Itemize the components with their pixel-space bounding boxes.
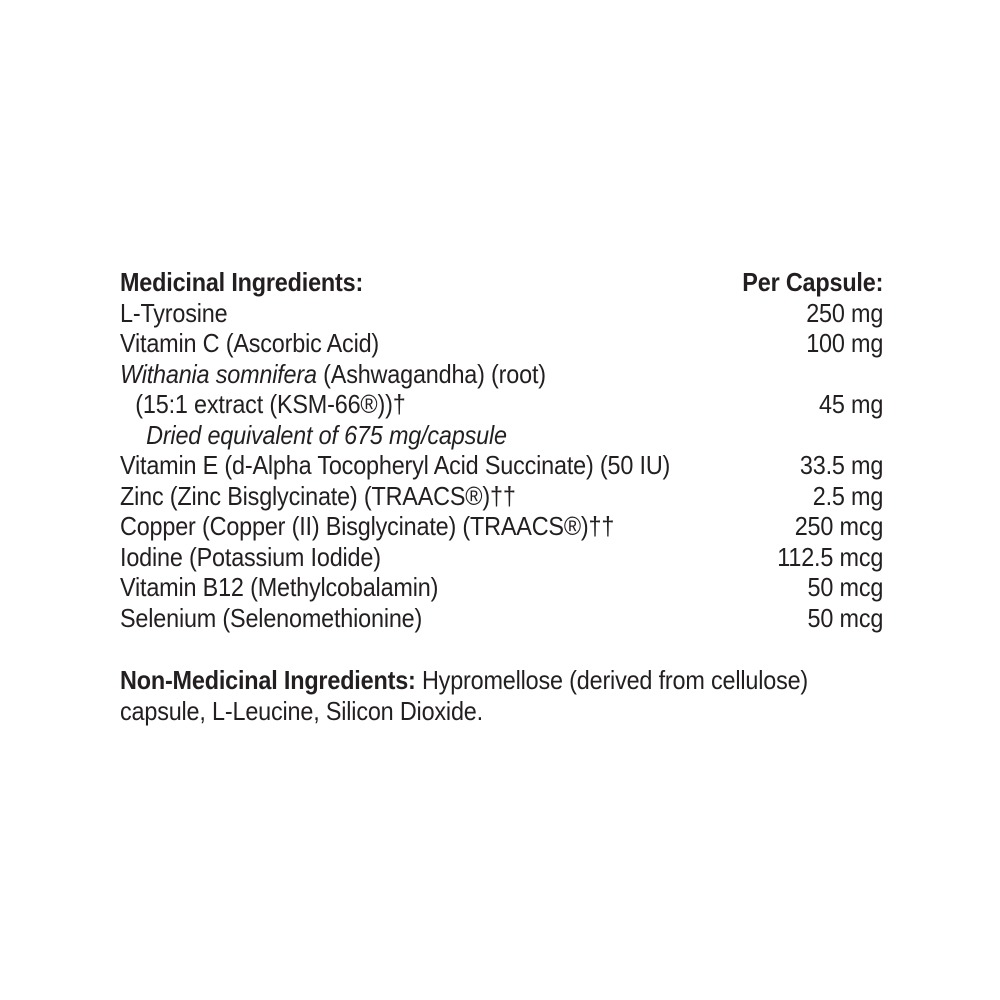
ingredient-label-segment: L-Tyrosine — [120, 297, 228, 328]
ingredient-row — [120, 359, 883, 390]
ingredient-label-segment: Selenium (Selenomethionine) — [120, 602, 423, 633]
ingredient-label-segment: Zinc (Zinc Bisglycinate) (TRAACS®)†† — [120, 480, 516, 511]
supplement-facts-panel — [120, 267, 883, 726]
ingredient-row — [120, 298, 883, 329]
ingredient-label-italic-segment: Dried equivalent of 675 mg/capsule — [146, 419, 507, 450]
ingredient-row — [120, 389, 883, 420]
ingredient-row — [120, 603, 883, 634]
ingredient-label — [120, 328, 795, 359]
non-medicinal-heading: Non-Medicinal Ingredients: — [120, 665, 416, 695]
ingredient-label-italic-segment: Withania somnifera — [120, 358, 317, 389]
ingredient-label — [120, 450, 789, 481]
ingredient-row — [120, 450, 883, 481]
ingredient-amount: 2.5 mg — [812, 480, 884, 511]
ingredient-label — [120, 359, 883, 390]
ingredient-label — [120, 481, 802, 512]
ingredient-row — [120, 542, 883, 573]
ingredient-label — [120, 511, 784, 542]
non-medicinal-section — [120, 665, 883, 726]
ingredient-label-segment: Vitamin C (Ascorbic Acid) — [120, 328, 380, 358]
ingredient-amount: 33.5 mg — [799, 450, 884, 480]
ingredient-label — [120, 572, 797, 603]
ingredients-table — [120, 298, 883, 634]
ingredient-label — [120, 420, 883, 451]
non-medicinal-text-line1: Hypromellose (derived from cellulose) — [415, 665, 809, 695]
medicinal-ingredients-heading: Medicinal Ingredients: — [120, 267, 364, 297]
ingredient-label — [120, 542, 766, 573]
ingredient-amount: 112.5 mcg — [777, 541, 884, 572]
ingredient-label-segment: Copper (Copper (II) Bisglycinate) (TRAACS®)†† — [120, 511, 615, 541]
ingredient-row — [120, 328, 883, 359]
ingredient-label-segment: Vitamin E (d-Alpha Tocopheryl Acid Succinate) (50 IU) — [120, 450, 671, 480]
ingredient-amount: 250 mcg — [794, 511, 884, 541]
ingredient-row — [120, 572, 883, 603]
ingredient-row — [120, 511, 883, 542]
ingredient-amount: 45 mg — [819, 389, 884, 419]
ingredient-label — [120, 603, 797, 634]
ingredient-row — [120, 420, 883, 451]
non-medicinal-line-1 — [120, 665, 883, 696]
ingredient-label-segment: Iodine (Potassium Iodide) — [120, 541, 381, 572]
ingredient-label-segment: Vitamin B12 (Methylcobalamin) — [120, 572, 439, 602]
ingredient-amount: 50 mcg — [807, 602, 884, 633]
ingredient-amount: 50 mcg — [807, 572, 884, 602]
ingredient-label — [120, 298, 795, 329]
ingredient-row — [120, 481, 883, 512]
ingredient-label-segment: (Ashwagandha) (root) — [316, 358, 546, 389]
ingredient-amount: 100 mg — [806, 328, 884, 358]
non-medicinal-line-2: capsule, L-Leucine, Silicon Dioxide. — [120, 695, 483, 726]
ingredients-header-row — [120, 267, 883, 298]
ingredient-label — [120, 389, 808, 420]
ingredient-amount: 250 mg — [806, 297, 884, 328]
ingredient-label-segment: (15:1 extract (KSM-66®))† — [135, 389, 406, 419]
per-capsule-heading: Per Capsule: — [742, 267, 884, 297]
